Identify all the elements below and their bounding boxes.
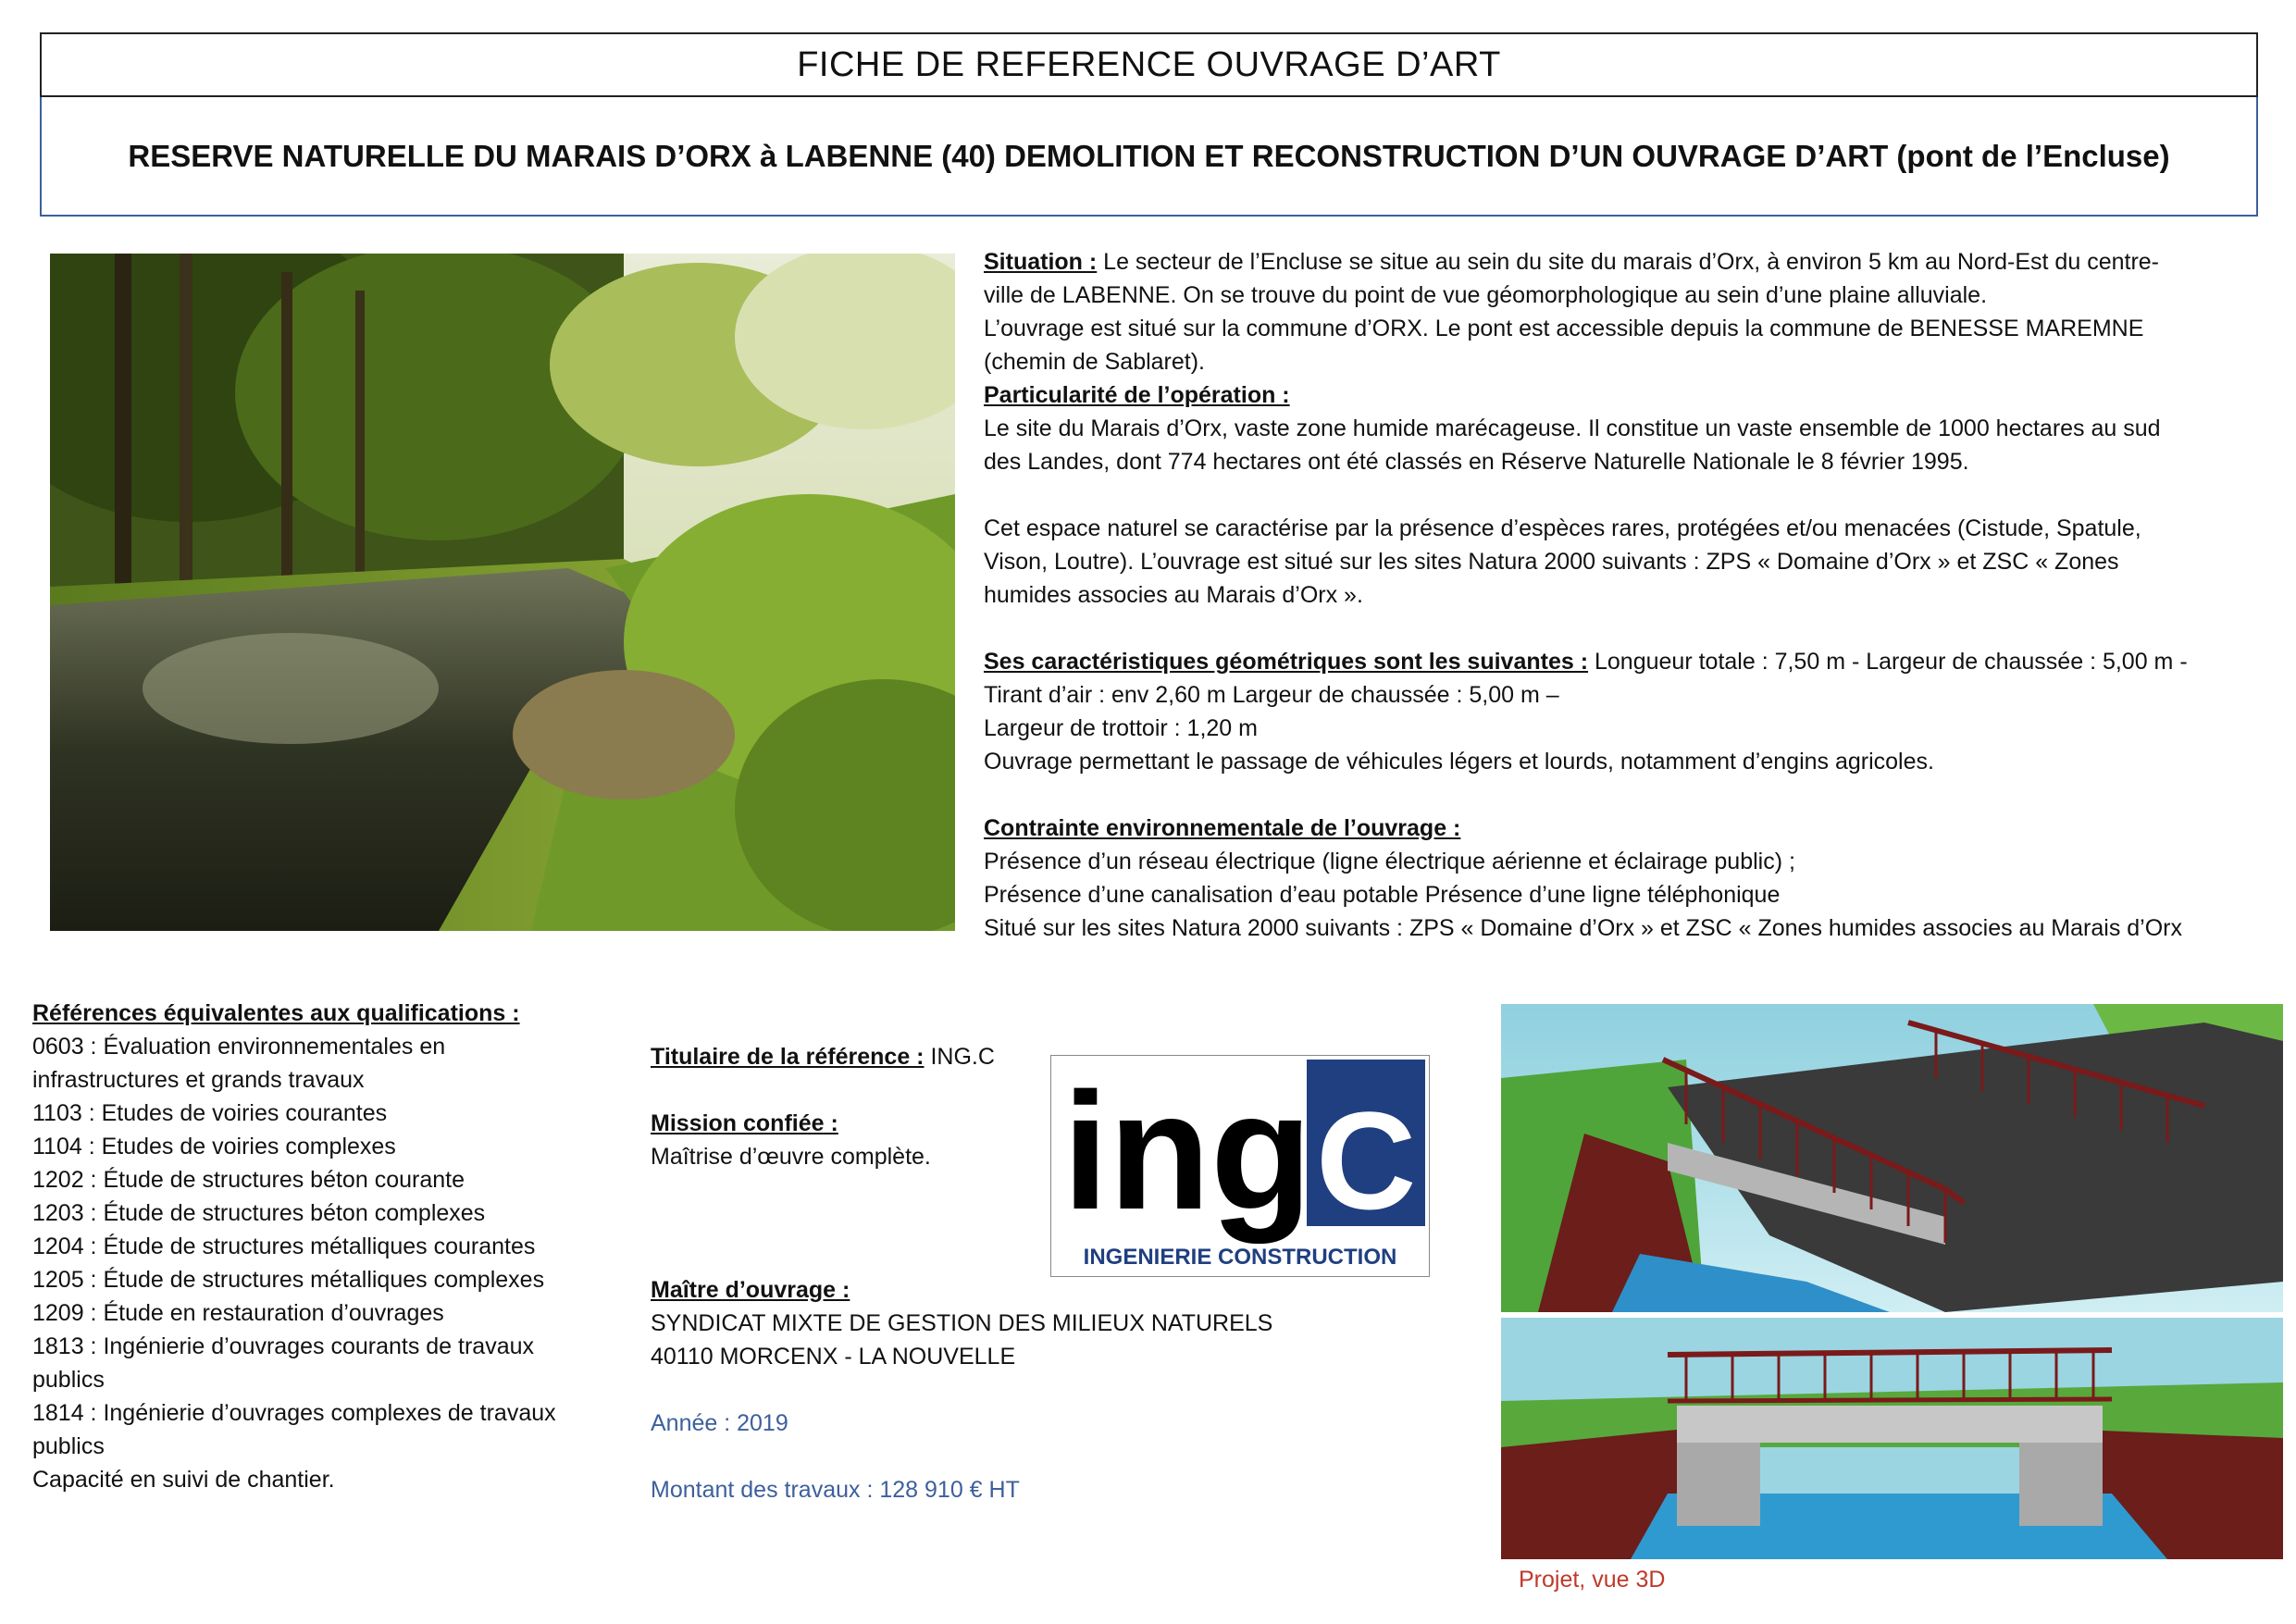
- reference-item: 1204 : Étude de structures métalliques courantes: [32, 1233, 536, 1259]
- contrainte-line: Présence d’une canalisation d’eau potable Présence d’une ligne téléphonique: [984, 882, 1781, 908]
- situation-line: ville de LABENNE. On se trouve du point de vue géomorphologique au sein d’une plaine alluviale.: [984, 282, 1988, 308]
- reference-item: 1209 : Étude en restauration d’ouvrages: [32, 1300, 444, 1326]
- maitre-line: SYNDICAT MIXTE DE GESTION DES MILIEUX NATURELS: [651, 1310, 1273, 1336]
- mission-value: Maîtrise d’œuvre complète.: [651, 1144, 931, 1170]
- reference-item: 1814 : Ingénierie d’ouvrages complexes de travaux: [32, 1400, 556, 1426]
- render-caption: Projet, vue 3D: [1519, 1567, 1666, 1593]
- reference-item: 1104 : Etudes de voiries complexes: [32, 1134, 396, 1159]
- project-title: RESERVE NATURELLE DU MARAIS D’ORX à LABENNE (40) DEMOLITION ET RECONSTRUCTION D’UN OUVRAGE D’ART (pont de l’Encluse): [40, 97, 2258, 217]
- particularite-line: Cet espace naturel se caractérise par la présence d’espèces rares, protégées et/ou menacées (Cistude, Spatule,: [984, 515, 2141, 541]
- reference-item: publics: [32, 1433, 105, 1459]
- reference-item: 1813 : Ingénierie d’ouvrages courants de travaux: [32, 1333, 535, 1359]
- contrainte-line: Situé sur les sites Natura 2000 suivants : ZPS « Domaine d’Orx » et ZSC « Zones humides associes au Marais d’Orx: [984, 915, 2182, 941]
- titulaire-value: ING.C: [924, 1044, 995, 1070]
- particularite-line: des Landes, dont 774 hectares ont été classés en Réserve Naturelle Nationale le 8 février 1995.: [984, 449, 1969, 475]
- logo-tagline: INGENIERIE CONSTRUCTION: [1083, 1245, 1397, 1270]
- reference-item: 0603 : Évaluation environnementales en: [32, 1034, 446, 1060]
- caracteristiques-line: Ouvrage permettant le passage de véhicules légers et lourds, notamment d’engins agricoles.: [984, 749, 1934, 775]
- contrainte-line: Présence d’un réseau électrique (ligne électrique aérienne et éclairage public) ;: [984, 849, 1795, 874]
- particularite-line: humides associes au Marais d’Orx ».: [984, 582, 1363, 608]
- references-label: Références équivalentes aux qualifications :: [32, 1000, 520, 1026]
- reference-item: 1205 : Étude de structures métalliques complexes: [32, 1267, 545, 1293]
- logo-wordmark: ing: [1062, 1059, 1312, 1245]
- titulaire-label: Titulaire de la référence :: [651, 1044, 925, 1070]
- bridge-3d-render-side: [1501, 1318, 2283, 1559]
- reference-item: Capacité en suivi de chantier.: [32, 1467, 335, 1493]
- reference-item: publics: [32, 1367, 105, 1393]
- caracteristiques-label: Ses caractéristiques géométriques sont les suivantes :: [984, 649, 1589, 675]
- project-description: [984, 245, 2261, 945]
- situation-label: Situation :: [984, 249, 1098, 275]
- caracteristiques-line: Longueur totale : 7,50 m - Largeur de chaussée : 5,00 m -: [1588, 649, 2188, 675]
- particularite-line: Le site du Marais d’Orx, vaste zone humide marécageuse. Il constitue un vaste ensemble de 1000 hectares au sud: [984, 415, 2161, 441]
- mission-label: Mission confiée :: [651, 1110, 838, 1136]
- montant: Montant des travaux : 128 910 € HT: [651, 1477, 1020, 1503]
- page-title: FICHE DE REFERENCE OUVRAGE D’ART: [40, 32, 2258, 97]
- reference-item: 1203 : Étude de structures béton complexes: [32, 1200, 486, 1226]
- bridge-3d-render-top: [1501, 1004, 2283, 1312]
- particularite-line: Vison, Loutre). L’ouvrage est situé sur les sites Natura 2000 suivants : ZPS « Domaine d’Orx » et ZSC « Zones: [984, 549, 2119, 575]
- maitre-label: Maître d’ouvrage :: [651, 1277, 850, 1303]
- reference-item: infrastructures et grands travaux: [32, 1067, 365, 1093]
- reference-item: 1202 : Étude de structures béton courante: [32, 1167, 465, 1193]
- situation-line: L’ouvrage est situé sur la commune d’ORX. Le pont est accessible depuis la commune de BENESSE MAREMNE: [984, 316, 2144, 341]
- river-photo: [50, 254, 955, 931]
- reference-item: 1103 : Etudes de voiries courantes: [32, 1100, 388, 1126]
- situation-line: (chemin de Sablaret).: [984, 349, 1206, 375]
- contrainte-label: Contrainte environnementale de l’ouvrage :: [984, 815, 1461, 841]
- caracteristiques-line: Tirant d’air : env 2,60 m Largeur de chaussée : 5,00 m –: [984, 682, 1559, 708]
- annee: Année : 2019: [651, 1410, 788, 1436]
- ingc-logo: [1050, 1055, 1430, 1277]
- caracteristiques-line: Largeur de trottoir : 1,20 m: [984, 715, 1258, 741]
- particularite-label: Particularité de l’opération :: [984, 382, 1290, 408]
- qualification-references: [32, 997, 625, 1496]
- situation-line: Le secteur de l’Encluse se situe au sein du site du marais d’Orx, à environ 5 km au Nord-Est du centre-: [1097, 249, 2159, 275]
- logo-letter: C: [1316, 1083, 1417, 1238]
- maitre-line: 40110 MORCENX - LA NOUVELLE: [651, 1344, 1016, 1370]
